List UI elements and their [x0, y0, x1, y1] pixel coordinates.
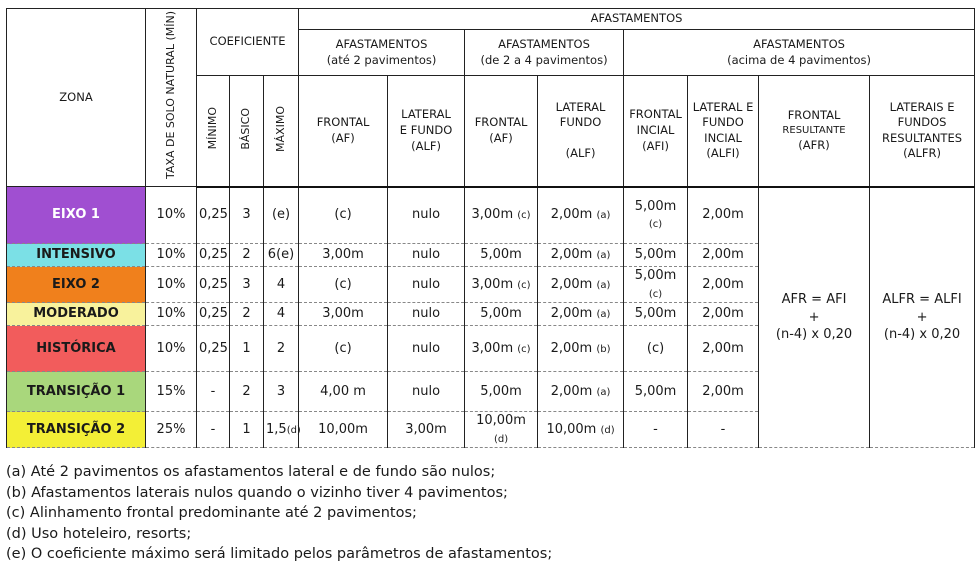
alf-cell: nulo	[388, 372, 465, 412]
min-cell: 0,25	[197, 326, 230, 372]
header-group-ate-2: AFASTAMENTOS (até 2 pavimentos)	[299, 30, 465, 76]
afi-cell: 5,00m	[624, 372, 688, 412]
afi-cell: 5,00m	[624, 244, 688, 267]
bas-cell: 1	[230, 326, 264, 372]
taxa-cell: 10%	[146, 326, 197, 372]
taxa-cell: 25%	[146, 412, 197, 448]
af-cell: 4,00 m	[299, 372, 388, 412]
zone-cell: EIXO 2	[7, 267, 146, 303]
af2-cell: 10,00m (d)	[465, 412, 538, 448]
alf2-cell: 2,00m (a)	[538, 187, 624, 244]
max-cell: 3	[264, 372, 299, 412]
alfi-cell: 2,00m	[688, 372, 759, 412]
afr-formula: AFR = AFI + (n-4) x 0,20	[759, 187, 870, 448]
header-coeficiente: COEFICIENTE	[197, 9, 299, 76]
bas-cell: 2	[230, 244, 264, 267]
footnotes	[6, 462, 552, 565]
zone-cell: MODERADO	[7, 303, 146, 326]
header-maximo: MÁXIMO	[264, 76, 299, 187]
af2-cell: 5,00m	[465, 372, 538, 412]
max-cell: 6(e)	[264, 244, 299, 267]
header-group-2-a-4: AFASTAMENTOS (de 2 a 4 pavimentos)	[465, 30, 624, 76]
footnote-c: (c) Alinhamento frontal predominante até 2 pavimentos;	[6, 505, 417, 522]
min-cell: 0,25	[197, 244, 230, 267]
zone-cell: INTENSIVO	[7, 244, 146, 267]
header-lateral-alf: LATERAL E FUNDO (ALF)	[388, 76, 465, 187]
alfi-cell: -	[688, 412, 759, 448]
alfi-cell: 2,00m	[688, 267, 759, 303]
header-laterais-alfr: LATERAIS E FUNDOS RESULTANTES (ALFR)	[870, 76, 975, 187]
min-cell: -	[197, 372, 230, 412]
alf-cell: 3,00m	[388, 412, 465, 448]
alf2-cell: 2,00m (a)	[538, 372, 624, 412]
alf-cell: nulo	[388, 244, 465, 267]
max-cell: 2	[264, 326, 299, 372]
taxa-cell: 10%	[146, 187, 197, 244]
bas-cell: 2	[230, 372, 264, 412]
zoning-table	[6, 8, 975, 448]
alf2-cell: 2,00m (a)	[538, 267, 624, 303]
af-cell: (c)	[299, 267, 388, 303]
max-cell: 4	[264, 267, 299, 303]
header-afastamentos: AFASTAMENTOS	[299, 9, 975, 30]
alfi-cell: 2,00m	[688, 187, 759, 244]
header-taxa: TAXA DE SOLO NATURAL (MÍN)	[146, 9, 197, 187]
alf-cell: nulo	[388, 267, 465, 303]
alfr-formula: ALFR = ALFI + (n-4) x 0,20	[870, 187, 975, 448]
afi-cell: -	[624, 412, 688, 448]
zone-cell: EIXO 1	[7, 187, 146, 244]
af-cell: (c)	[299, 326, 388, 372]
alfi-cell: 2,00m	[688, 303, 759, 326]
af-cell: (c)	[299, 187, 388, 244]
alf2-cell: 2,00m (b)	[538, 326, 624, 372]
alf-cell: nulo	[388, 303, 465, 326]
taxa-cell: 10%	[146, 244, 197, 267]
afi-cell: (c)	[624, 326, 688, 372]
zone-cell: TRANSIÇÃO 2	[7, 412, 146, 448]
taxa-cell: 10%	[146, 267, 197, 303]
af-cell: 3,00m	[299, 303, 388, 326]
af2-cell: 3,00m (c)	[465, 187, 538, 244]
alf-cell: nulo	[388, 326, 465, 372]
max-cell: 1,5(d)	[264, 412, 299, 448]
header-basico: BÁSICO	[230, 76, 264, 187]
bas-cell: 2	[230, 303, 264, 326]
max-cell: (e)	[264, 187, 299, 244]
table-row	[7, 187, 975, 244]
bas-cell: 3	[230, 187, 264, 244]
header-zona: ZONA	[7, 9, 146, 187]
afi-cell: 5,00m (c)	[624, 187, 688, 244]
header-minimo: MÍNIMO	[197, 76, 230, 187]
alfi-cell: 2,00m	[688, 326, 759, 372]
af-cell: 3,00m	[299, 244, 388, 267]
header-frontal-afr: FRONTAL RESULTANTE (AFR)	[759, 76, 870, 187]
bas-cell: 1	[230, 412, 264, 448]
af2-cell: 5,00m	[465, 303, 538, 326]
footnote-e: (e) O coeficiente máximo será limitado pelos parâmetros de afastamentos;	[6, 546, 553, 563]
taxa-cell: 10%	[146, 303, 197, 326]
af2-cell: 3,00m (c)	[465, 267, 538, 303]
alf2-cell: 2,00m (a)	[538, 303, 624, 326]
af-cell: 10,00m	[299, 412, 388, 448]
afi-cell: 5,00m	[624, 303, 688, 326]
min-cell: -	[197, 412, 230, 448]
min-cell: 0,25	[197, 303, 230, 326]
max-cell: 4	[264, 303, 299, 326]
alf-cell: nulo	[388, 187, 465, 244]
header-frontal-afi: FRONTAL INCIAL (AFI)	[624, 76, 688, 187]
header-group-acima-4: AFASTAMENTOS (acima de 4 pavimentos)	[624, 30, 975, 76]
af2-cell: 5,00m	[465, 244, 538, 267]
alf2-cell: 2,00m (a)	[538, 244, 624, 267]
footnote-d: (d) Uso hoteleiro, resorts;	[6, 525, 192, 542]
header-frontal-af: FRONTAL (AF)	[299, 76, 388, 187]
header-frontal-af-2: FRONTAL (AF)	[465, 76, 538, 187]
header-lateral-alfi: LATERAL E FUNDO INCIAL (ALFI)	[688, 76, 759, 187]
alf2-cell: 10,00m (d)	[538, 412, 624, 448]
footnote-a: (a) Até 2 pavimentos os afastamentos lateral e de fundo são nulos;	[6, 464, 496, 480]
footnote-b: (b) Afastamentos laterais nulos quando o vizinho tiver 4 pavimentos;	[6, 484, 508, 501]
bas-cell: 3	[230, 267, 264, 303]
min-cell: 0,25	[197, 187, 230, 244]
min-cell: 0,25	[197, 267, 230, 303]
zone-cell: HISTÓRICA	[7, 326, 146, 372]
header-lateral-alf-2: LATERAL FUNDO (ALF)	[538, 76, 624, 187]
afi-cell: 5,00m (c)	[624, 267, 688, 303]
af2-cell: 3,00m (c)	[465, 326, 538, 372]
taxa-cell: 15%	[146, 372, 197, 412]
alfi-cell: 2,00m	[688, 244, 759, 267]
zone-cell: TRANSIÇÃO 1	[7, 372, 146, 412]
